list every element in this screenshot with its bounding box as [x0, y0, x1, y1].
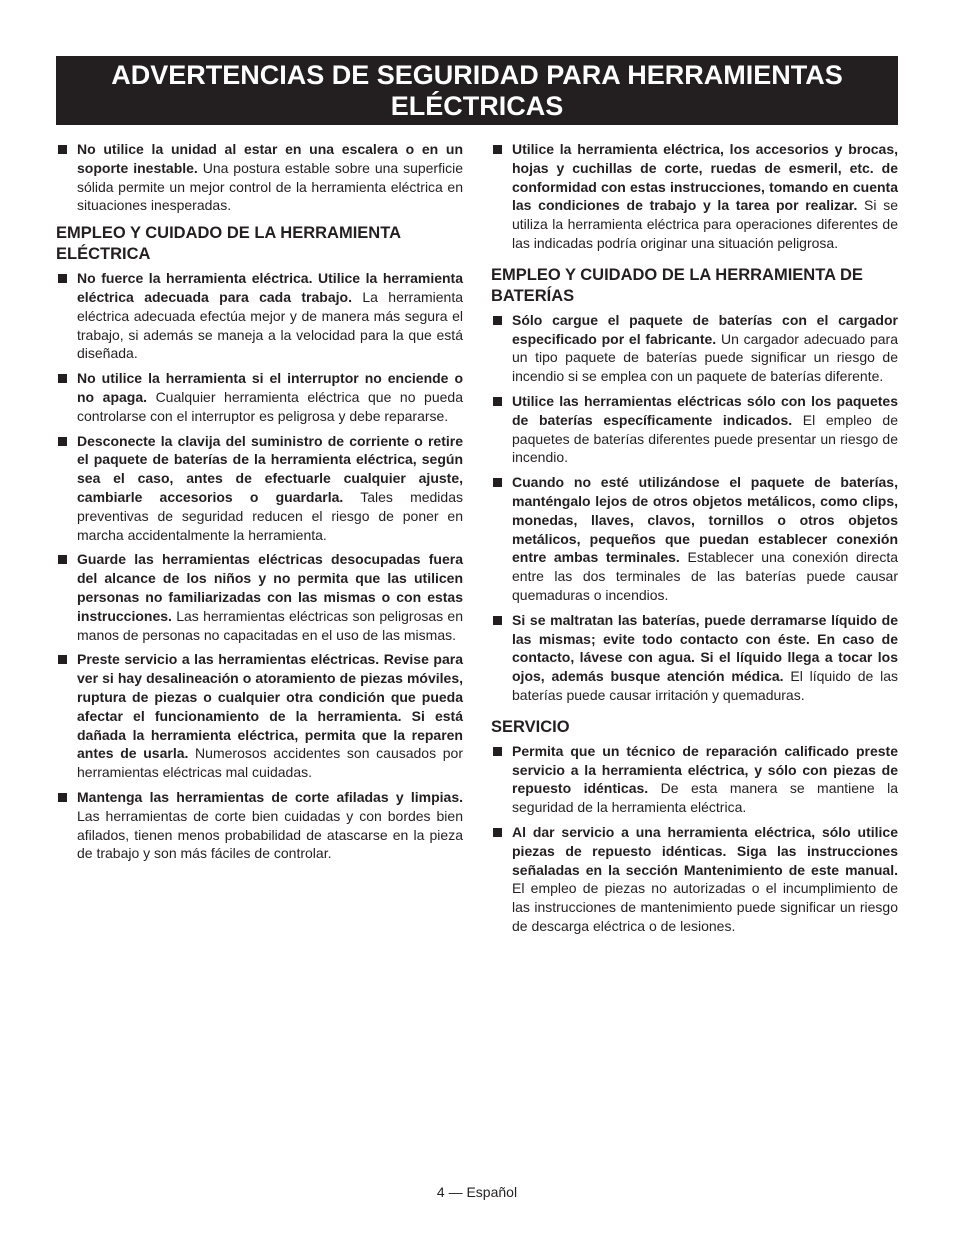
section-heading: EMPLEO Y CUIDADO DE LA HERRAMIENTA ELÉCTRICA	[56, 224, 401, 264]
list-item: Al dar servicio a una herramienta eléctrica, sólo utilice piezas de repuesto idénticas. Siga las instrucciones señaladas en la sección Mantenimiento de este manual. El empleo de piezas no autorizadas o el incumplimiento de las instrucciones de mantenimiento puede significar un riesgo de descarga eléctrica o de lesiones.	[491, 823, 898, 936]
square-bullet-icon	[58, 437, 67, 446]
square-bullet-icon	[493, 316, 502, 325]
right-intro-list	[491, 140, 898, 253]
square-bullet-icon	[58, 145, 67, 154]
list-item: Desconecte la clavija del suministro de corriente o retire el paquete de baterías de la herramienta eléctrica, según sea el caso, antes de efectuarle cualquier ajuste, cambiarle accesorios o guardarla. Tales medidas preventivas de seguridad reducen el riesgo de poner en marcha accidentalmente la herramienta.	[56, 432, 463, 545]
square-bullet-icon	[58, 793, 67, 802]
list-item: Sólo cargue el paquete de baterías con el cargador especificado por el fabricante. Un cargador adecuado para un tipo paquete de baterías puede significar un riesgo de incendio si se emplea con un paquete de baterías diferente.	[491, 311, 898, 386]
list-item: Permita que un técnico de reparación calificado preste servicio a la herramienta eléctrica, y sólo con piezas de repuesto idénticas. De esta manera se mantiene la seguridad de la herramienta eléctrica.	[491, 742, 898, 817]
list-item: Cuando no esté utilizándose el paquete de baterías, manténgalo lejos de otros objetos metálicos, como clips, monedas, llaves, clavos, tornillos o otros objetos metálicos, pequeños que puedan establecer conexión entre ambas terminales. Establecer una conexión directa entre las dos terminales de las baterías puede causar quemaduras o incendios.	[491, 473, 898, 605]
list-item: Guarde las herramientas eléctricas desocupadas fuera del alcance de los niños y no permita que las utilicen personas no familiarizadas con las mismas o con estas instrucciones. Las herramientas eléctricas son peligrosas en manos de personas no capacitadas en el uso de las mismas.	[56, 550, 463, 644]
square-bullet-icon	[493, 747, 502, 756]
list-item: Si se maltratan las baterías, puede derramarse líquido de las mismas; evite todo contacto con éste. En caso de contacto, lávese con agua. Si el líquido llega a tocar los ojos, además busque atención médica. El líquido de las baterías puede causar irritación y quemaduras.	[491, 611, 898, 705]
section-heading: EMPLEO Y CUIDADO DE LA HERRAMIENTA DE BATERÍAS	[491, 265, 863, 305]
list-item: Mantenga las herramientas de corte afiladas y limpias. Las herramientas de corte bien cuidadas y con bordes bien afilados, tienen menos probabilidad de atascarse en la pieza de trabajo y son más fáciles de controlar.	[56, 788, 463, 863]
left-intro-list	[56, 140, 463, 215]
list-item: Preste servicio a las herramientas eléctricas. Revise para ver si hay desalineación o atoramiento de piezas móviles, ruptura de piezas o cualquier otra condición que pueda afectar el funcionamiento de la herramienta. Si está dañada la herramienta eléctrica, permita que la reparen antes de usarla. Numerosos accidentes son causados por herramientas eléctricas mal cuidadas.	[56, 650, 463, 782]
square-bullet-icon	[493, 397, 502, 406]
list-item: No fuerce la herramienta eléctrica. Utilice la herramienta eléctrica adecuada para cada trabajo. La herramienta eléctrica adecuada efectúa mejor y de manera más segura el trabajo, si además se maneja a la velocidad para la que está diseñada.	[56, 269, 463, 363]
square-bullet-icon	[58, 655, 67, 664]
section-list	[56, 269, 463, 863]
page-title: ADVERTENCIAS DE SEGURIDAD PARA HERRAMIENTAS ELÉCTRICAS	[111, 59, 843, 121]
section-list	[491, 742, 898, 936]
square-bullet-icon	[493, 478, 502, 487]
list-item: No utilice la unidad al estar en una escalera o en un soporte inestable. Una postura estable sobre una superficie sólida permite un mejor control de la herramienta eléctrica en situaciones inesperadas.	[56, 140, 463, 215]
section-list	[491, 311, 898, 705]
list-item: Utilice la herramienta eléctrica, los accesorios y brocas, hojas y cuchillas de corte, ruedas de esmeril, etc. de conformidad con estas instrucciones, tomando en cuenta las condiciones de trabajo y la tarea por realizar. Si se utiliza la herramienta eléctrica para operaciones diferentes de las indicadas podría originar una situación peligrosa.	[491, 140, 898, 253]
page-footer	[0, 1183, 954, 1201]
square-bullet-icon	[58, 374, 67, 383]
section-heading: SERVICIO	[491, 717, 570, 736]
square-bullet-icon	[493, 145, 502, 154]
square-bullet-icon	[493, 828, 502, 837]
square-bullet-icon	[58, 274, 67, 283]
page-banner	[56, 56, 898, 125]
list-item: Utilice las herramientas eléctricas sólo con los paquetes de baterías específicamente indicados. El empleo de paquetes de baterías diferentes puede presentar un riesgo de incendio.	[491, 392, 898, 467]
left-column	[56, 140, 463, 869]
page-number: 4 — Español	[436, 1184, 518, 1200]
square-bullet-icon	[58, 555, 67, 564]
right-column	[491, 140, 898, 942]
square-bullet-icon	[493, 616, 502, 625]
list-item: No utilice la herramienta si el interruptor no enciende o no apaga. Cualquier herramienta eléctrica que no pueda controlarse con el interruptor es peligrosa y debe repararse.	[56, 369, 463, 425]
